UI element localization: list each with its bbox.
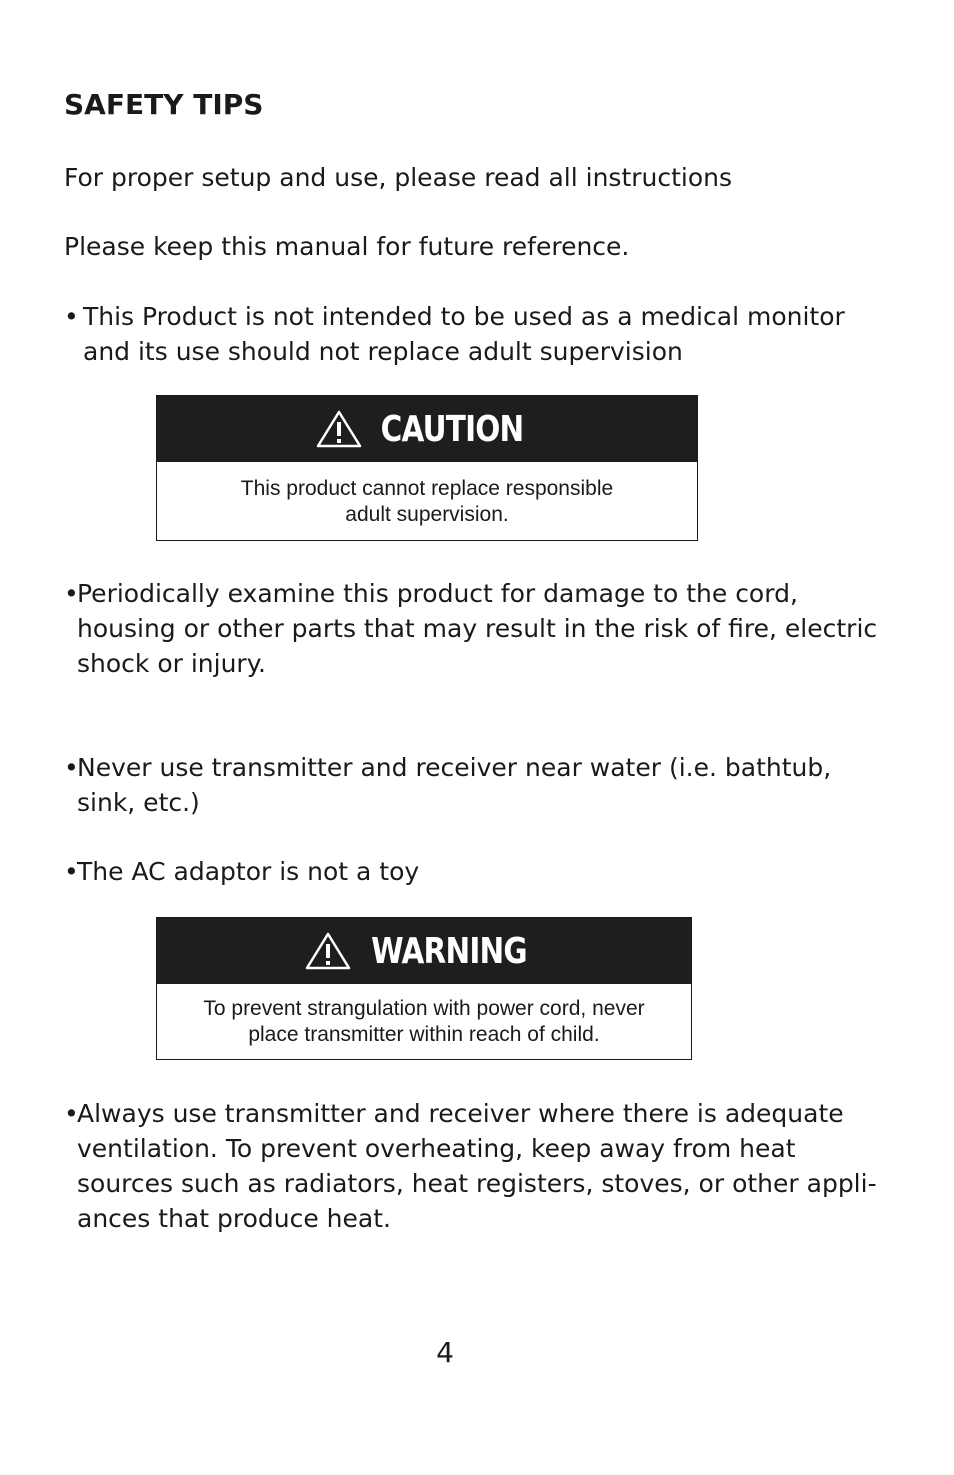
warning-triangle-icon	[304, 931, 352, 971]
caution-line: adult supervision.	[345, 503, 509, 526]
page-title: SAFETY TIPS	[64, 88, 264, 121]
warning-line: place transmitter within reach of child.	[248, 1023, 600, 1046]
bullet-ac-adaptor	[64, 854, 420, 889]
bullet-mark: •	[64, 857, 79, 886]
warning-triangle-icon	[315, 409, 363, 449]
bullet-water	[64, 750, 832, 817]
warning-box	[156, 917, 692, 1060]
bullet-examine-product	[64, 576, 878, 678]
intro-instructions: For proper setup and use, please read all instructions	[64, 163, 733, 192]
bullet-mark: •	[64, 302, 79, 331]
bullet-line: Periodically examine this product for damage to the cord,	[77, 579, 798, 608]
bullet-line: sink, etc.)	[77, 788, 200, 817]
bullet-line: and its use should not replace adult supervision	[83, 337, 683, 366]
bullet-line: ventilation. To prevent overheating, keep away from heat	[77, 1134, 796, 1163]
bullet-ventilation	[64, 1096, 877, 1233]
bullet-line: ances that produce heat.	[77, 1204, 391, 1233]
warning-banner	[157, 918, 691, 984]
caution-line: This product cannot replace responsible	[240, 477, 614, 500]
bullet-line: This Product is not intended to be used as a medical monitor	[83, 302, 845, 331]
intro-keep-manual: Please keep this manual for future reference.	[64, 232, 630, 261]
warning-line: To prevent strangulation with power cord, never	[203, 997, 645, 1020]
bullet-line: sources such as radiators, heat registers, stoves, or other appli-	[77, 1169, 877, 1198]
bullet-line: The AC adaptor is not a toy	[77, 857, 420, 886]
bullet-line: Never use transmitter and receiver near water (i.e. bathtub,	[77, 753, 832, 782]
caution-label: CAUTION	[380, 408, 524, 450]
page-number: 4	[436, 1336, 454, 1369]
warning-text	[157, 984, 691, 1048]
bullet-mark: •	[64, 753, 79, 782]
bullet-mark: •	[64, 1099, 79, 1128]
caution-text	[157, 462, 697, 528]
caution-box	[156, 395, 698, 541]
bullet-line: Always use transmitter and receiver where there is adequate	[77, 1099, 844, 1128]
bullet-mark: •	[64, 579, 79, 608]
bullet-line: housing or other parts that may result in the risk of fire, electric	[77, 614, 878, 643]
caution-banner	[157, 396, 697, 462]
warning-label: WARNING	[371, 930, 527, 972]
bullet-line: shock or injury.	[77, 649, 266, 678]
bullet-medical-monitor	[64, 299, 845, 366]
